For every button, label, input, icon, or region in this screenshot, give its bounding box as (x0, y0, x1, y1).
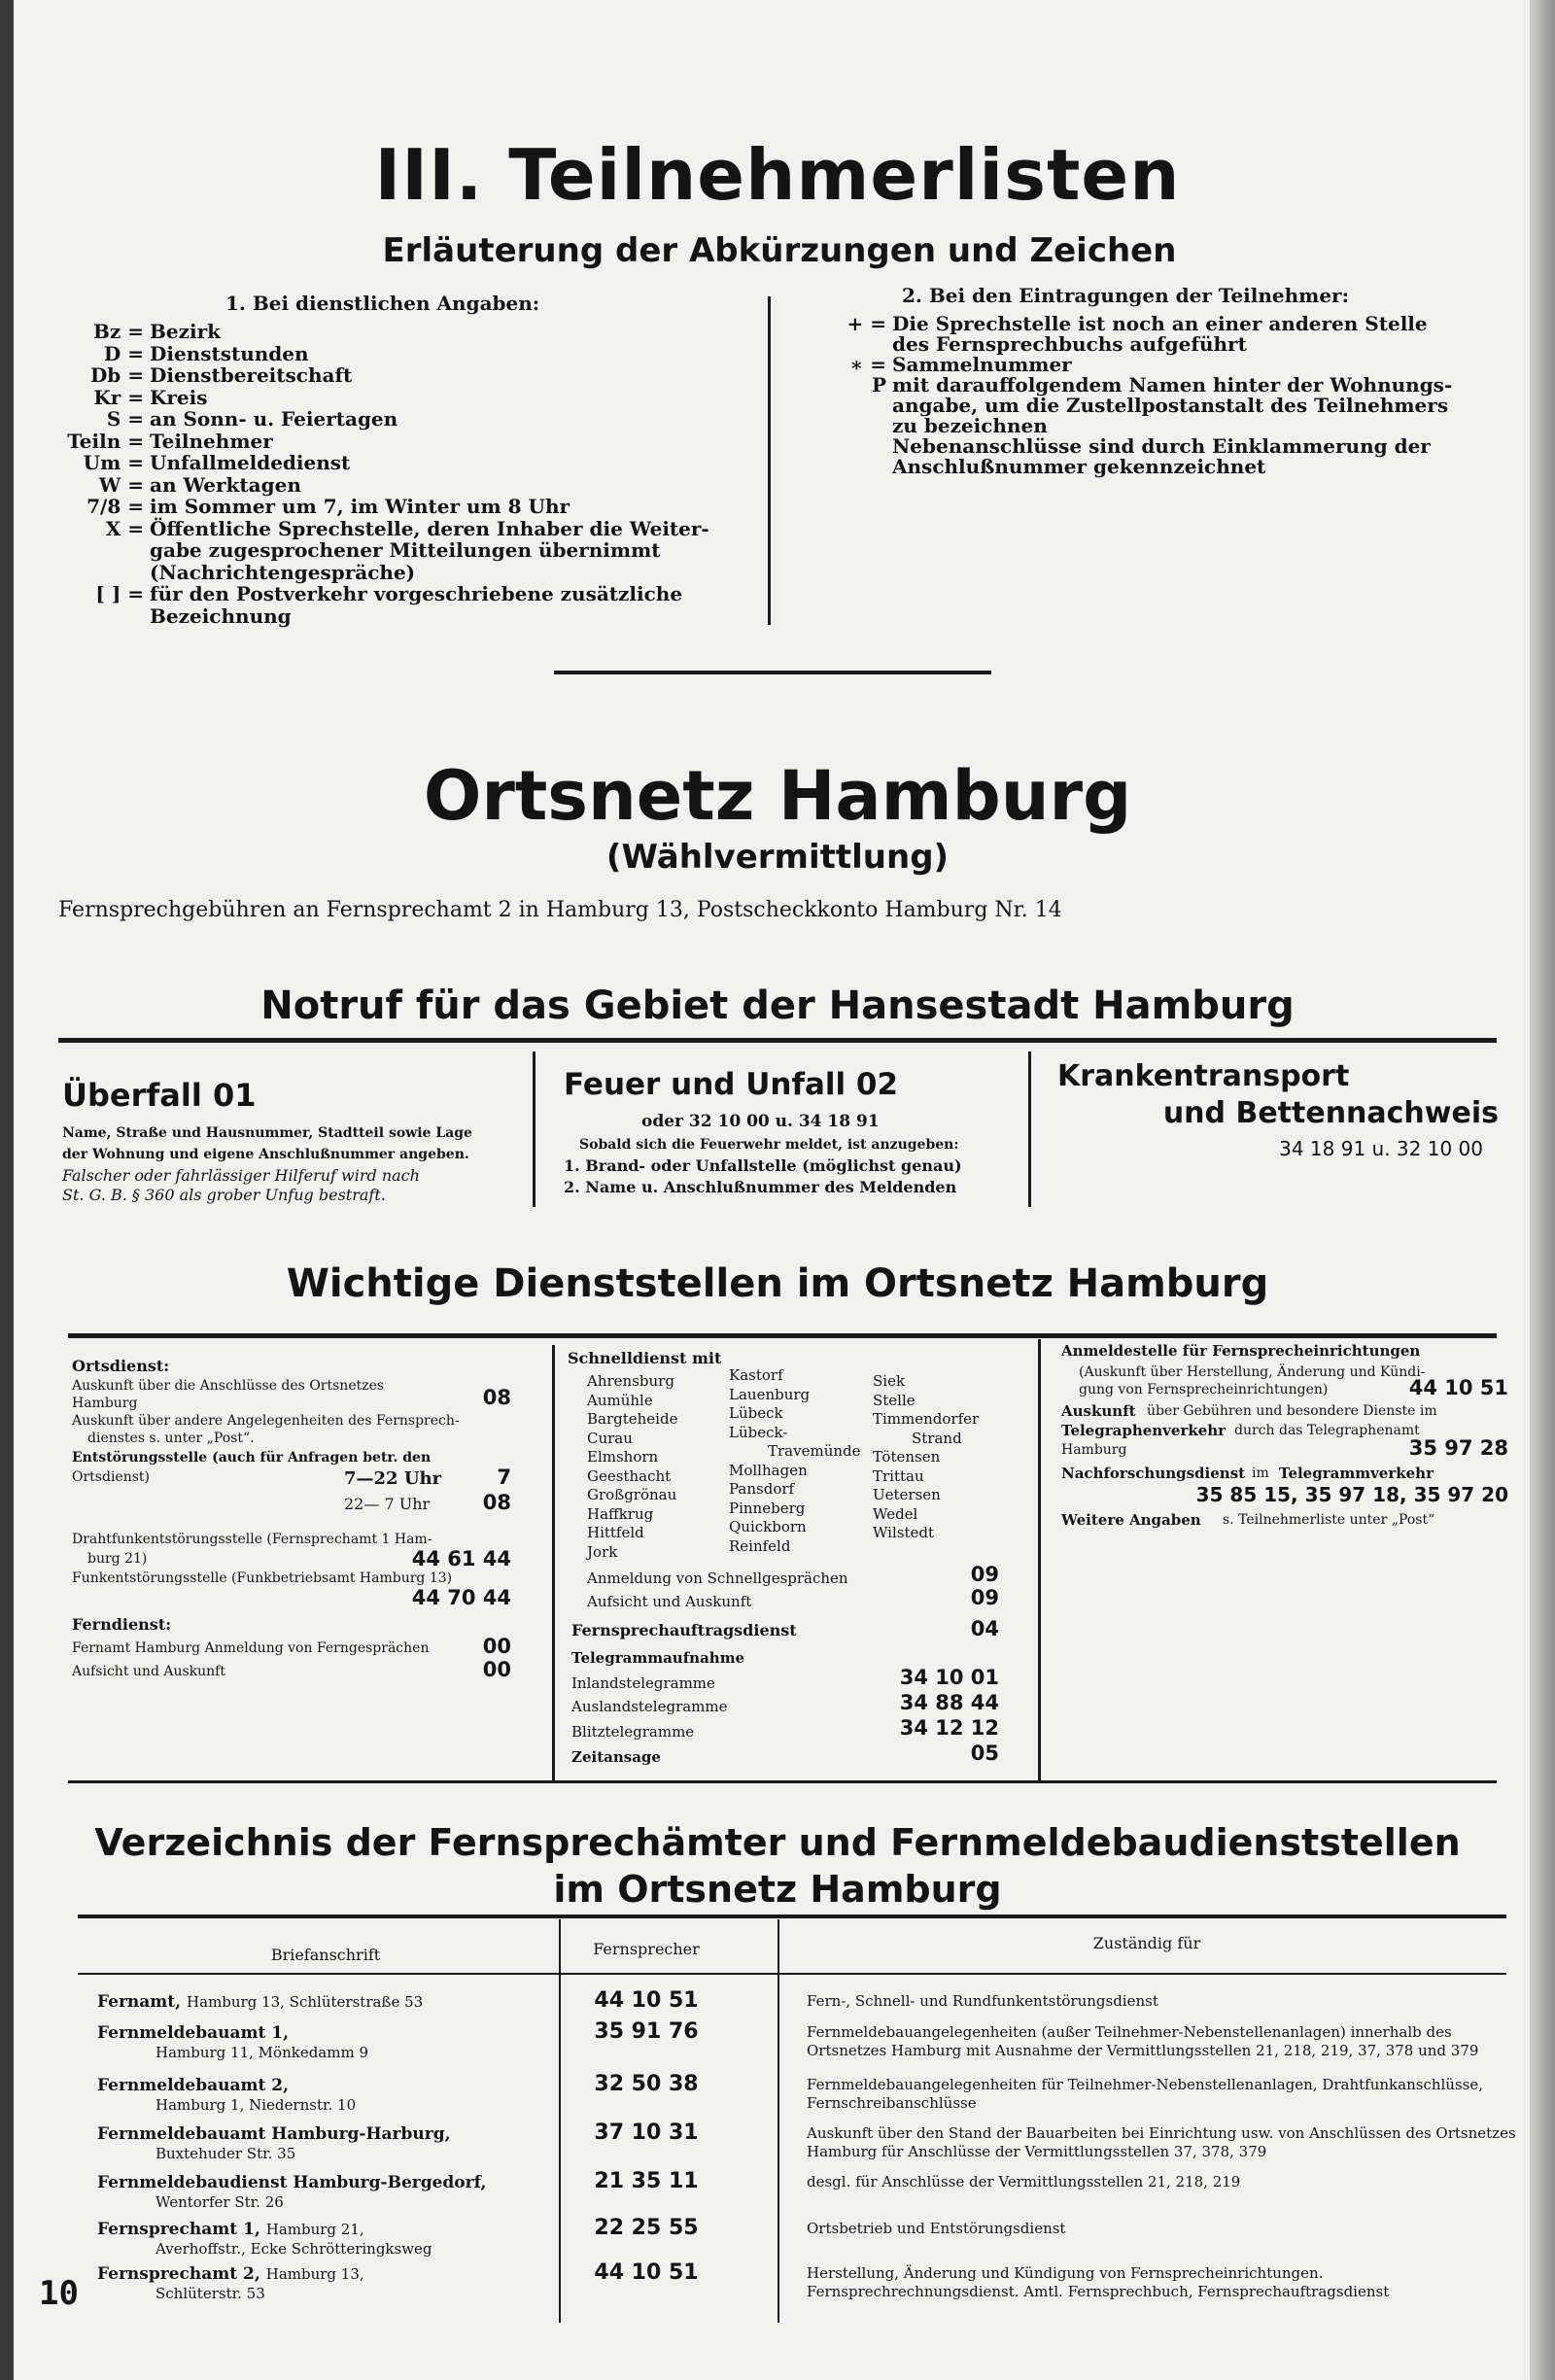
ueberfall-line-2: der Wohnung und eigene Anschlußnummer angeben. (62, 1147, 469, 1162)
directory-address-2: Schlüterstr. 53 (156, 2285, 265, 2302)
directory-rule-top (78, 1914, 1506, 1918)
schnell-aufsicht-number: 09 (970, 1586, 999, 1609)
directory-phone-number: 32 50 38 (594, 2072, 699, 2096)
abbr-right-text: Nebenanschlüsse sind durch Einklammerung der (892, 434, 1431, 458)
abbr-left-key: Um = (83, 451, 144, 474)
schnell-anmeldung-number: 09 (970, 1563, 999, 1586)
place-name: Lübeck- (729, 1423, 788, 1441)
stoerung-number-2: 08 (482, 1491, 511, 1514)
auskunft-2b: dienstes s. unter „Post“. (87, 1431, 255, 1446)
abbr-left-text: Teilnehmer (150, 429, 273, 453)
abbr-left-row (39, 605, 778, 628)
abbr-left-text: Bezeichnung (150, 604, 292, 628)
auskunft-1b: Hamburg (72, 1396, 138, 1411)
draht-number: 44 61 44 (411, 1547, 511, 1570)
abbr-left-key: Bz = (93, 320, 144, 343)
directory-title (0, 1819, 1555, 1913)
directory-row-name (97, 2264, 364, 2285)
abbr-left-heading: 1. Bei dienstlichen Angaben: (225, 292, 540, 315)
ausland-number: 34 88 44 (899, 1691, 999, 1714)
auftrag-label: Fernsprechauftragsdienst (571, 1621, 797, 1639)
directory-address-2: Averhoffstr., Ecke Schrötteringksweg (156, 2240, 432, 2258)
abbr-right-row (816, 415, 1516, 435)
directory-rule-header (78, 1973, 1506, 1975)
inland-label: Inlandstelegramme (571, 1674, 715, 1692)
anmelde-number: 44 10 51 (1408, 1376, 1508, 1399)
directory-responsibility: Auskunft über den Stand der Bauarbeiten bei Einrichtung usw. von Anschlüssen des Ortsnetzes Hamburg für Anschlüsse der Vermittlungsstellen 37, 378, 379 (807, 2124, 1516, 2160)
kranken-title-2: und Bettennachweis (1162, 1096, 1499, 1130)
section-divider (554, 671, 991, 674)
ueberfall-line-4: St. G. B. § 360 als grober Unfug bestraft. (62, 1186, 386, 1204)
directory-office-name: Fernsprechamt 2, (97, 2264, 260, 2284)
abbr-left-row (39, 539, 778, 562)
services-rule (68, 1333, 1497, 1338)
abbr-left-row (39, 343, 778, 365)
directory-row-name (97, 2220, 364, 2240)
draht-a: Drahtfunkentstörungsstelle (Fernsprechamt 1 Ham- (72, 1532, 432, 1547)
abbr-left-row (39, 387, 778, 409)
place-name: Kastorf (729, 1366, 783, 1384)
directory-title-line-1: Verzeichnis der Fernsprechämter und Fernmeldebaudienststellen (94, 1821, 1461, 1864)
weitere-heading: Weitere Angaben (1061, 1511, 1201, 1529)
ortsnetz-subtitle: (Wählvermittlung) (605, 838, 950, 877)
abbr-right-row (816, 456, 1516, 476)
ferndienst-2: Aufsicht und Auskunft (72, 1664, 225, 1679)
directory-address-1: Hamburg 13, (265, 2265, 364, 2283)
page-title: III. Teilnehmerlisten (374, 134, 1181, 216)
emergency-feuer-box (544, 1059, 1030, 1215)
abbr-left-text: an Sonn- u. Feiertagen (150, 407, 398, 431)
auskunft-1a: Auskunft über die Anschlüsse des Ortsnetzes (72, 1378, 385, 1394)
emergency-rule (58, 1038, 1497, 1043)
directory-office-name: Fernmeldebaudienst Hamburg-Bergedorf, (97, 2173, 487, 2192)
directory-responsibility: Ortsbetrieb und Entstörungsdienst (807, 2220, 1066, 2237)
directory-responsibility: Fern-, Schnell- und Rundfunkentstörungsdienst (807, 1992, 1158, 2010)
abbr-right-text: des Fernsprechbuchs aufgeführt (892, 332, 1247, 356)
directory-row-name (97, 2023, 289, 2044)
feuer-line-4: 2. Name u. Anschlußnummer des Meldenden (564, 1178, 957, 1196)
place-name: Elmshorn (587, 1448, 659, 1466)
abbr-divider (768, 296, 771, 625)
abbr-right-row (816, 354, 1516, 374)
directory-phone-number: 37 10 31 (594, 2121, 699, 2145)
abbr-right-text: Sammelnummer (892, 353, 1072, 376)
telegraphenverkehr: Telegraphenverkehr (1061, 1422, 1227, 1439)
abbr-left-text: gabe zugesprochener Mitteilungen übernimmt (150, 538, 661, 562)
abbr-left-text: Bezirk (150, 320, 221, 343)
anmelde-b: gung von Fernsprecheinrichtungen) (1079, 1382, 1329, 1397)
place-name: Stelle (873, 1391, 916, 1409)
funk-a: Funkentstörungsstelle (Funkbetriebsamt Hamburg 13) (72, 1570, 453, 1586)
place-name: Lübeck (729, 1404, 783, 1422)
place-name: Curau (587, 1429, 633, 1447)
emergency-kranken-box (1040, 1059, 1506, 1215)
anmelde-heading: Anmeldestelle für Fernsprecheinrichtungen (1061, 1342, 1421, 1360)
place-name: Travemünde (768, 1442, 861, 1460)
feuer-line-2: Sobald sich die Feuerwehr meldet, ist anzugeben: (579, 1137, 959, 1153)
abbr-left-row (39, 431, 778, 453)
directory-address-2: Hamburg 1, Niedernstr. 10 (156, 2096, 357, 2114)
kranken-title-1: Krankentransport (1057, 1059, 1350, 1093)
blitz-label: Blitztelegramme (571, 1723, 695, 1741)
place-name: Haffkrug (587, 1504, 654, 1523)
abbr-right-row (816, 435, 1516, 456)
place-name: Hittfeld (587, 1524, 644, 1541)
abbr-left-key: Db = (89, 363, 144, 387)
directory-header-address: Briefanschrift (270, 1946, 381, 1964)
abbr-left-key: Kr = (93, 385, 144, 409)
emergency-divider-1 (533, 1052, 536, 1207)
kranken-number: 34 18 91 u. 32 10 00 (1279, 1137, 1483, 1160)
abbr-right-text: mit darauffolgendem Namen hinter der Wohnungs- (892, 373, 1453, 397)
abbr-left-text: im Sommer um 7, im Winter um 8 Uhr (150, 495, 570, 518)
directory-responsibility: desgl. für Anschlüsse der Vermittlungsstellen 21, 218, 219 (807, 2173, 1241, 2190)
inland-number: 34 10 01 (899, 1666, 999, 1689)
emergency-title: Notruf für das Gebiet der Hansestadt Hamburg (260, 983, 1295, 1028)
directory-address-2: Wentorfer Str. 26 (156, 2193, 284, 2211)
emergency-divider-2 (1028, 1052, 1031, 1207)
ausland-label: Auslandstelegramme (571, 1698, 728, 1715)
abbreviations-title: Erläuterung der Abkürzungen und Zeichen (382, 231, 1177, 270)
abbr-left-key: D = (103, 341, 144, 365)
abbr-left-text: Unfallmeldedienst (150, 451, 351, 474)
place-name: Aumühle (587, 1391, 653, 1409)
directory-phone-number: 21 35 11 (594, 2169, 699, 2193)
abbr-right-heading: 2. Bei den Eintragungen der Teilnehmer: (902, 284, 1349, 307)
abbr-left-row (39, 583, 778, 605)
directory-title-line-2: im Ortsnetz Hamburg (553, 1868, 1002, 1911)
stoerung-number-1: 7 (497, 1466, 511, 1489)
abbr-left-row (39, 364, 778, 387)
ferndienst-2-number: 00 (482, 1658, 511, 1681)
abbr-right-key: + = (847, 312, 886, 335)
abbr-left-text: (Nachrichtengespräche) (150, 560, 416, 584)
place-name: Tötensen (873, 1448, 941, 1466)
abbr-left-text: für den Postverkehr vorgeschriebene zusätzliche (150, 582, 683, 605)
stoerung-a: Entstörungsstelle (auch für Anfragen betr. den (72, 1450, 432, 1466)
place-name: Timmendorfer (873, 1410, 980, 1428)
directory-responsibility: Herstellung, Änderung und Kündigung von Fernsprecheinrichtungen. Fernsprechrechnungsdienst. Amtl. Fernsprechbuch, Fernsprechauftragsdienst (807, 2264, 1390, 2300)
ferndienst-1: Fernamt Hamburg Anmeldung von Ferngesprächen (72, 1640, 430, 1656)
nachforschung-tail: Telegrammverkehr (1279, 1465, 1434, 1482)
page-number: 10 (39, 2274, 79, 2313)
services-col-ortsdienst (68, 1349, 515, 1776)
nachforschung-mid: im (1252, 1466, 1269, 1481)
zeitansage-number: 05 (970, 1742, 999, 1765)
directory-office-name: Fernmeldebauamt 1, (97, 2023, 290, 2043)
abbr-left-text: Kreis (150, 385, 208, 409)
stoerung-time-1: 7—22 Uhr (344, 1468, 442, 1489)
abbr-left-key: W = (98, 472, 144, 497)
anmelde-a: (Auskunft über Herstellung, Änderung und Kündi- (1079, 1364, 1426, 1380)
auskunft-c: Hamburg (1061, 1442, 1127, 1458)
services-col-schnelldienst (564, 1349, 1011, 1776)
abbr-left-key: X = (105, 516, 144, 540)
place-name: Jork (587, 1542, 618, 1561)
abbr-left-key: 7/8 = (86, 495, 144, 518)
weitere-text: s. Teilnehmerliste unter „Post“ (1223, 1512, 1435, 1528)
directory-row-name (97, 2124, 451, 2145)
directory-row-name (97, 1992, 423, 2013)
abbr-right-text: Anschlußnummer gekennzeichnet (892, 455, 1266, 478)
abbr-left-row (39, 321, 778, 343)
ferndienst-1-number: 00 (482, 1635, 511, 1658)
ortsnetz-title: Ortsnetz Hamburg (423, 756, 1132, 836)
ueberfall-line-3: Falscher oder fahrlässiger Hilferuf wird nach (62, 1166, 420, 1185)
services-col-anmeldestelle (1061, 1341, 1508, 1652)
auskunft-a: über Gebühren und besondere Dienste im (1147, 1403, 1437, 1419)
nachforschung-heading: Nachforschungsdienst (1061, 1465, 1246, 1482)
abbr-left-key: S = (106, 407, 144, 431)
auskunft-heading: Auskunft (1061, 1402, 1136, 1420)
directory-address-1: Hamburg 13, Schlüterstraße 53 (187, 1993, 424, 2011)
abbr-left-row (39, 518, 778, 540)
directory-phone-number: 22 25 55 (594, 2216, 699, 2240)
place-name: Uetersen (873, 1486, 941, 1503)
directory-office-name: Fernamt, (97, 1992, 182, 2012)
funk-number: 44 70 44 (411, 1586, 511, 1609)
directory-header-responsibility: Zuständig für (1092, 1934, 1201, 1952)
abbr-right-row (816, 374, 1516, 395)
blitz-number: 34 12 12 (899, 1716, 999, 1740)
stoerung-b: Ortsdienst) (72, 1469, 150, 1485)
abbr-right-key: P (871, 373, 886, 397)
auskunft-2a: Auskunft über andere Angelegenheiten des Fernsprech- (72, 1413, 460, 1429)
abbr-left-row (39, 474, 778, 497)
abbr-left-text: Dienstbereitschaft (150, 363, 353, 387)
place-name: Quickborn (729, 1518, 807, 1535)
services-divider-1 (552, 1345, 555, 1780)
fees-line: Fernsprechgebühren an Fernsprechamt 2 in Hamburg 13, Postscheckkonto Hamburg Nr. 14 (58, 898, 1062, 922)
auskunft-number: 35 97 28 (1408, 1436, 1508, 1460)
abbr-right-text: Die Sprechstelle ist noch an einer anderen Stelle (892, 312, 1428, 335)
ortsdienst-heading: Ortsdienst: (72, 1357, 170, 1375)
schnell-heading: Schnelldienst mit (568, 1349, 722, 1367)
place-name: Trittau (873, 1466, 924, 1485)
directory-header-phone: Fernsprecher (593, 1940, 700, 1958)
place-name: Mollhagen (729, 1461, 808, 1479)
emergency-ueberfall-box (58, 1059, 525, 1215)
directory-row-name (97, 2076, 289, 2096)
place-name: Großgrönau (587, 1486, 677, 1503)
directory-address-2: Buxtehuder Str. 35 (156, 2145, 296, 2162)
place-name: Geesthacht (587, 1466, 672, 1485)
stoerung-time-2: 22— 7 Uhr (344, 1495, 431, 1513)
schnell-anmeldung: Anmeldung von Schnellgesprächen (587, 1569, 848, 1587)
abbr-left-key: Teiln = (67, 429, 144, 453)
services-bottom-rule (68, 1780, 1497, 1783)
directory-rows (0, 1983, 1555, 2332)
place-name: Pansdorf (729, 1480, 795, 1498)
abbr-left-list (39, 321, 778, 641)
abbr-left-key: [ ] = (95, 582, 144, 605)
ueberfall-line-1: Name, Straße und Hausnummer, Stadtteil sowie Lage (62, 1125, 472, 1141)
abbr-right-text: zu bezeichnen (892, 414, 1048, 437)
place-name: Ahrensburg (587, 1372, 674, 1390)
auskunft-1-number: 08 (482, 1386, 511, 1409)
place-name: Wilstedt (873, 1524, 934, 1541)
draht-b: burg 21) (87, 1551, 148, 1567)
abbr-right-row (816, 333, 1516, 354)
directory-responsibility: Fernmeldebauangelegenheiten (außer Teilnehmer-Nebenstellenanlagen) innerhalb des Ortsnetzes Hamburg mit Ausnahme der Vermittlungsstellen 21, 218, 219, 37, 378 und 379 (807, 2023, 1479, 2059)
services-title: Wichtige Dienststellen im Ortsnetz Hamburg (286, 1261, 1269, 1306)
place-name: Siek (873, 1372, 906, 1390)
abbr-left-row (39, 452, 778, 474)
feuer-title: Feuer und Unfall 02 (564, 1067, 899, 1102)
place-name: Strand (912, 1429, 962, 1447)
abbr-right-row (816, 395, 1516, 415)
place-name: Wedel (873, 1504, 918, 1523)
directory-phone-number: 35 91 76 (594, 2019, 699, 2044)
feuer-line-3: 1. Brand- oder Unfallstelle (möglichst genau) (564, 1156, 962, 1175)
abbr-right-row (816, 313, 1516, 333)
directory-address-2: Hamburg 11, Mönkedamm 9 (156, 2044, 368, 2061)
directory-responsibility: Fernmeldebauangelegenheiten für Teilnehmer-Nebenstellenanlagen, Drahtfunkanschlüsse, Fernschreibanschlüsse (807, 2076, 1483, 2112)
abbr-right-list (816, 313, 1516, 507)
nachforschung-numbers: 35 85 15, 35 97 18, 35 97 20 (1195, 1483, 1508, 1506)
abbr-left-row (39, 562, 778, 584)
abbr-left-text: an Werktagen (150, 472, 301, 497)
abbr-left-text: Öffentliche Sprechstelle, deren Inhaber die Weiter- (150, 516, 709, 540)
directory-row-name (97, 2173, 486, 2193)
place-name: Lauenburg (729, 1385, 811, 1403)
place-name: Bargteheide (587, 1410, 678, 1428)
telegramm-heading: Telegrammaufnahme (571, 1649, 745, 1667)
directory-phone-number: 44 10 51 (594, 1988, 699, 2013)
abbr-left-row (39, 496, 778, 518)
abbr-left-row (39, 408, 778, 431)
auftrag-number: 04 (970, 1617, 999, 1640)
auskunft-b: durch das Telegraphenamt (1234, 1423, 1420, 1438)
directory-office-name: Fernmeldebauamt 2, (97, 2076, 290, 2095)
directory-address-1: Hamburg 21, (265, 2221, 364, 2238)
zeitansage-label: Zeitansage (571, 1748, 661, 1766)
feuer-line-1: oder 32 10 00 u. 34 18 91 (641, 1112, 880, 1131)
ueberfall-title: Überfall 01 (62, 1077, 257, 1114)
directory-office-name: Fernsprechamt 1, (97, 2220, 260, 2239)
place-name: Pinneberg (729, 1499, 806, 1517)
schnell-aufsicht: Aufsicht und Auskunft (587, 1593, 752, 1610)
abbr-left-text: Dienststunden (150, 341, 309, 365)
directory-phone-number: 44 10 51 (594, 2260, 699, 2285)
directory-office-name: Fernmeldebauamt Hamburg-Harburg, (97, 2124, 451, 2144)
abbr-right-text: angabe, um die Zustellpostanstalt des Teilnehmers (892, 394, 1449, 417)
place-name: Reinfeld (729, 1536, 791, 1555)
ferndienst-heading: Ferndienst: (72, 1615, 172, 1634)
abbr-right-key: ∗ = (849, 353, 886, 376)
services-divider-2 (1038, 1339, 1041, 1780)
